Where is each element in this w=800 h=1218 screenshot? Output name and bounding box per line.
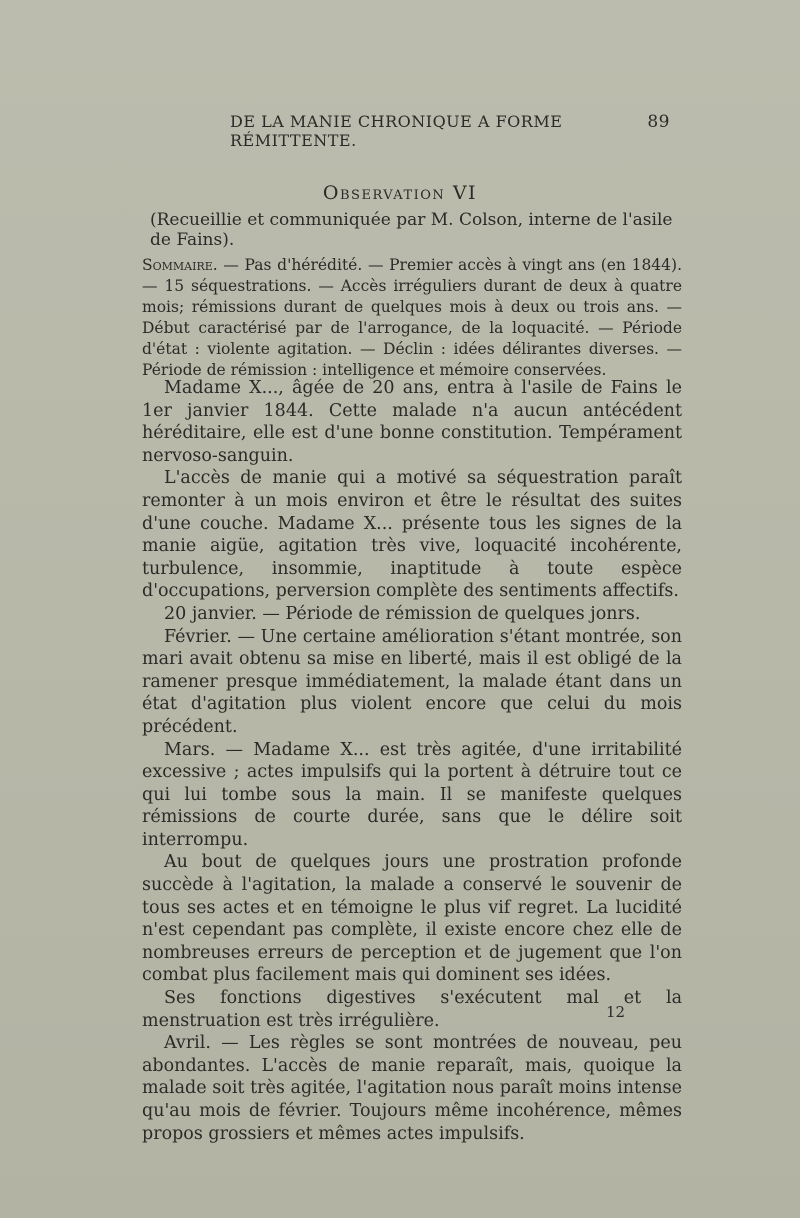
paragraph: Février. — Une certaine amélioration s'étant montrée, son mari avait obtenu sa mise en liberté, mais il est obligé de la ramener presque immédiatement, la malade étant dans un état d'agitation plus violent encore que celui du mois précédent. — [142, 626, 682, 737]
signature-mark: 12 — [606, 1003, 626, 1021]
paragraph: Madame X..., âgée de 20 ans, entra à l'asile de Fains le 1er janvier 1844. Cette malade n'a aucun antécédent héréditaire, elle est d'une bonne constitution. Tempérament nervoso-sanguin. — [142, 378, 682, 466]
running-title: DE LA MANIE CHRONIQUE A FORME RÉMITTENTE. — [230, 112, 563, 150]
observation-title: Observation VI — [322, 182, 478, 204]
paragraph: Mars. — Madame X... est très agitée, d'une irritabilité excessive ; actes impulsifs qui la portent à détruire tout ce qui lui tombe sous la main. Il se manifeste quelques rémissions de courte durée, sans que le délire soit interrompu. — [142, 739, 682, 850]
summary-lead: Sommaire. — [142, 256, 218, 274]
page-number: 89 — [647, 112, 670, 132]
paragraph: Ses fonctions digestives s'exécutent mal et la menstruation est très irrégulière. — [142, 988, 682, 1031]
body-text — [142, 377, 682, 1145]
paragraph: L'accès de manie qui a motivé sa séquestration paraît remonter à un mois environ et être le résultat des suites d'une couche. Madame X... présente tous les signes de la manie aigüe, agitation très vive, loquacité incohérente, turbulence, insommie, inaptitude à toute espèce d'occupations, perversion complète des sentiments affectifs. — [142, 468, 682, 602]
running-head — [230, 112, 670, 150]
paragraph: 20 janvier. — Période de rémission de quelques jonrs. — [164, 603, 641, 624]
paragraph: Au bout de quelques jours une prostration profonde succède à l'agitation, la malade a conservé le souvenir de tous ses actes et en témoigne le plus vif regret. La lucidité n'est cependant pas complète, il existe encore chez elle de nombreuses erreurs de perception et de jugement que l'on combat plus facilement mais qui dominent ses idées. — [142, 852, 682, 986]
summary-text: — Pas d'hérédité. — Premier accès à vingt ans (en 1844). — 15 séquestrations. — Accès irréguliers durant de deux à quatre mois; rémissions durant de quelques mois à deux ou trois ans. — Début caractérisé par de l'arrogance, de la loquacité. — Période d'état : violente agitation. — Déclin : idées délirantes diverses. — Période de rémission : intelligence et mémoire conservées. — [142, 256, 682, 379]
paragraph: Avril. — Les règles se sont montrées de nouveau, peu abondantes. L'accès de manie reparaît, mais, quoique la malade soit très agitée, l'agitation nous paraît moins intense qu'au mois de février. Toujours même incohérence, mêmes propos grossiers et mêmes actes impulsifs. — [142, 1033, 682, 1144]
summary-block — [142, 255, 682, 381]
observation-subtitle: (Recueillie et communiquée par M. Colson, interne de l'asile de Fains). — [150, 210, 673, 250]
